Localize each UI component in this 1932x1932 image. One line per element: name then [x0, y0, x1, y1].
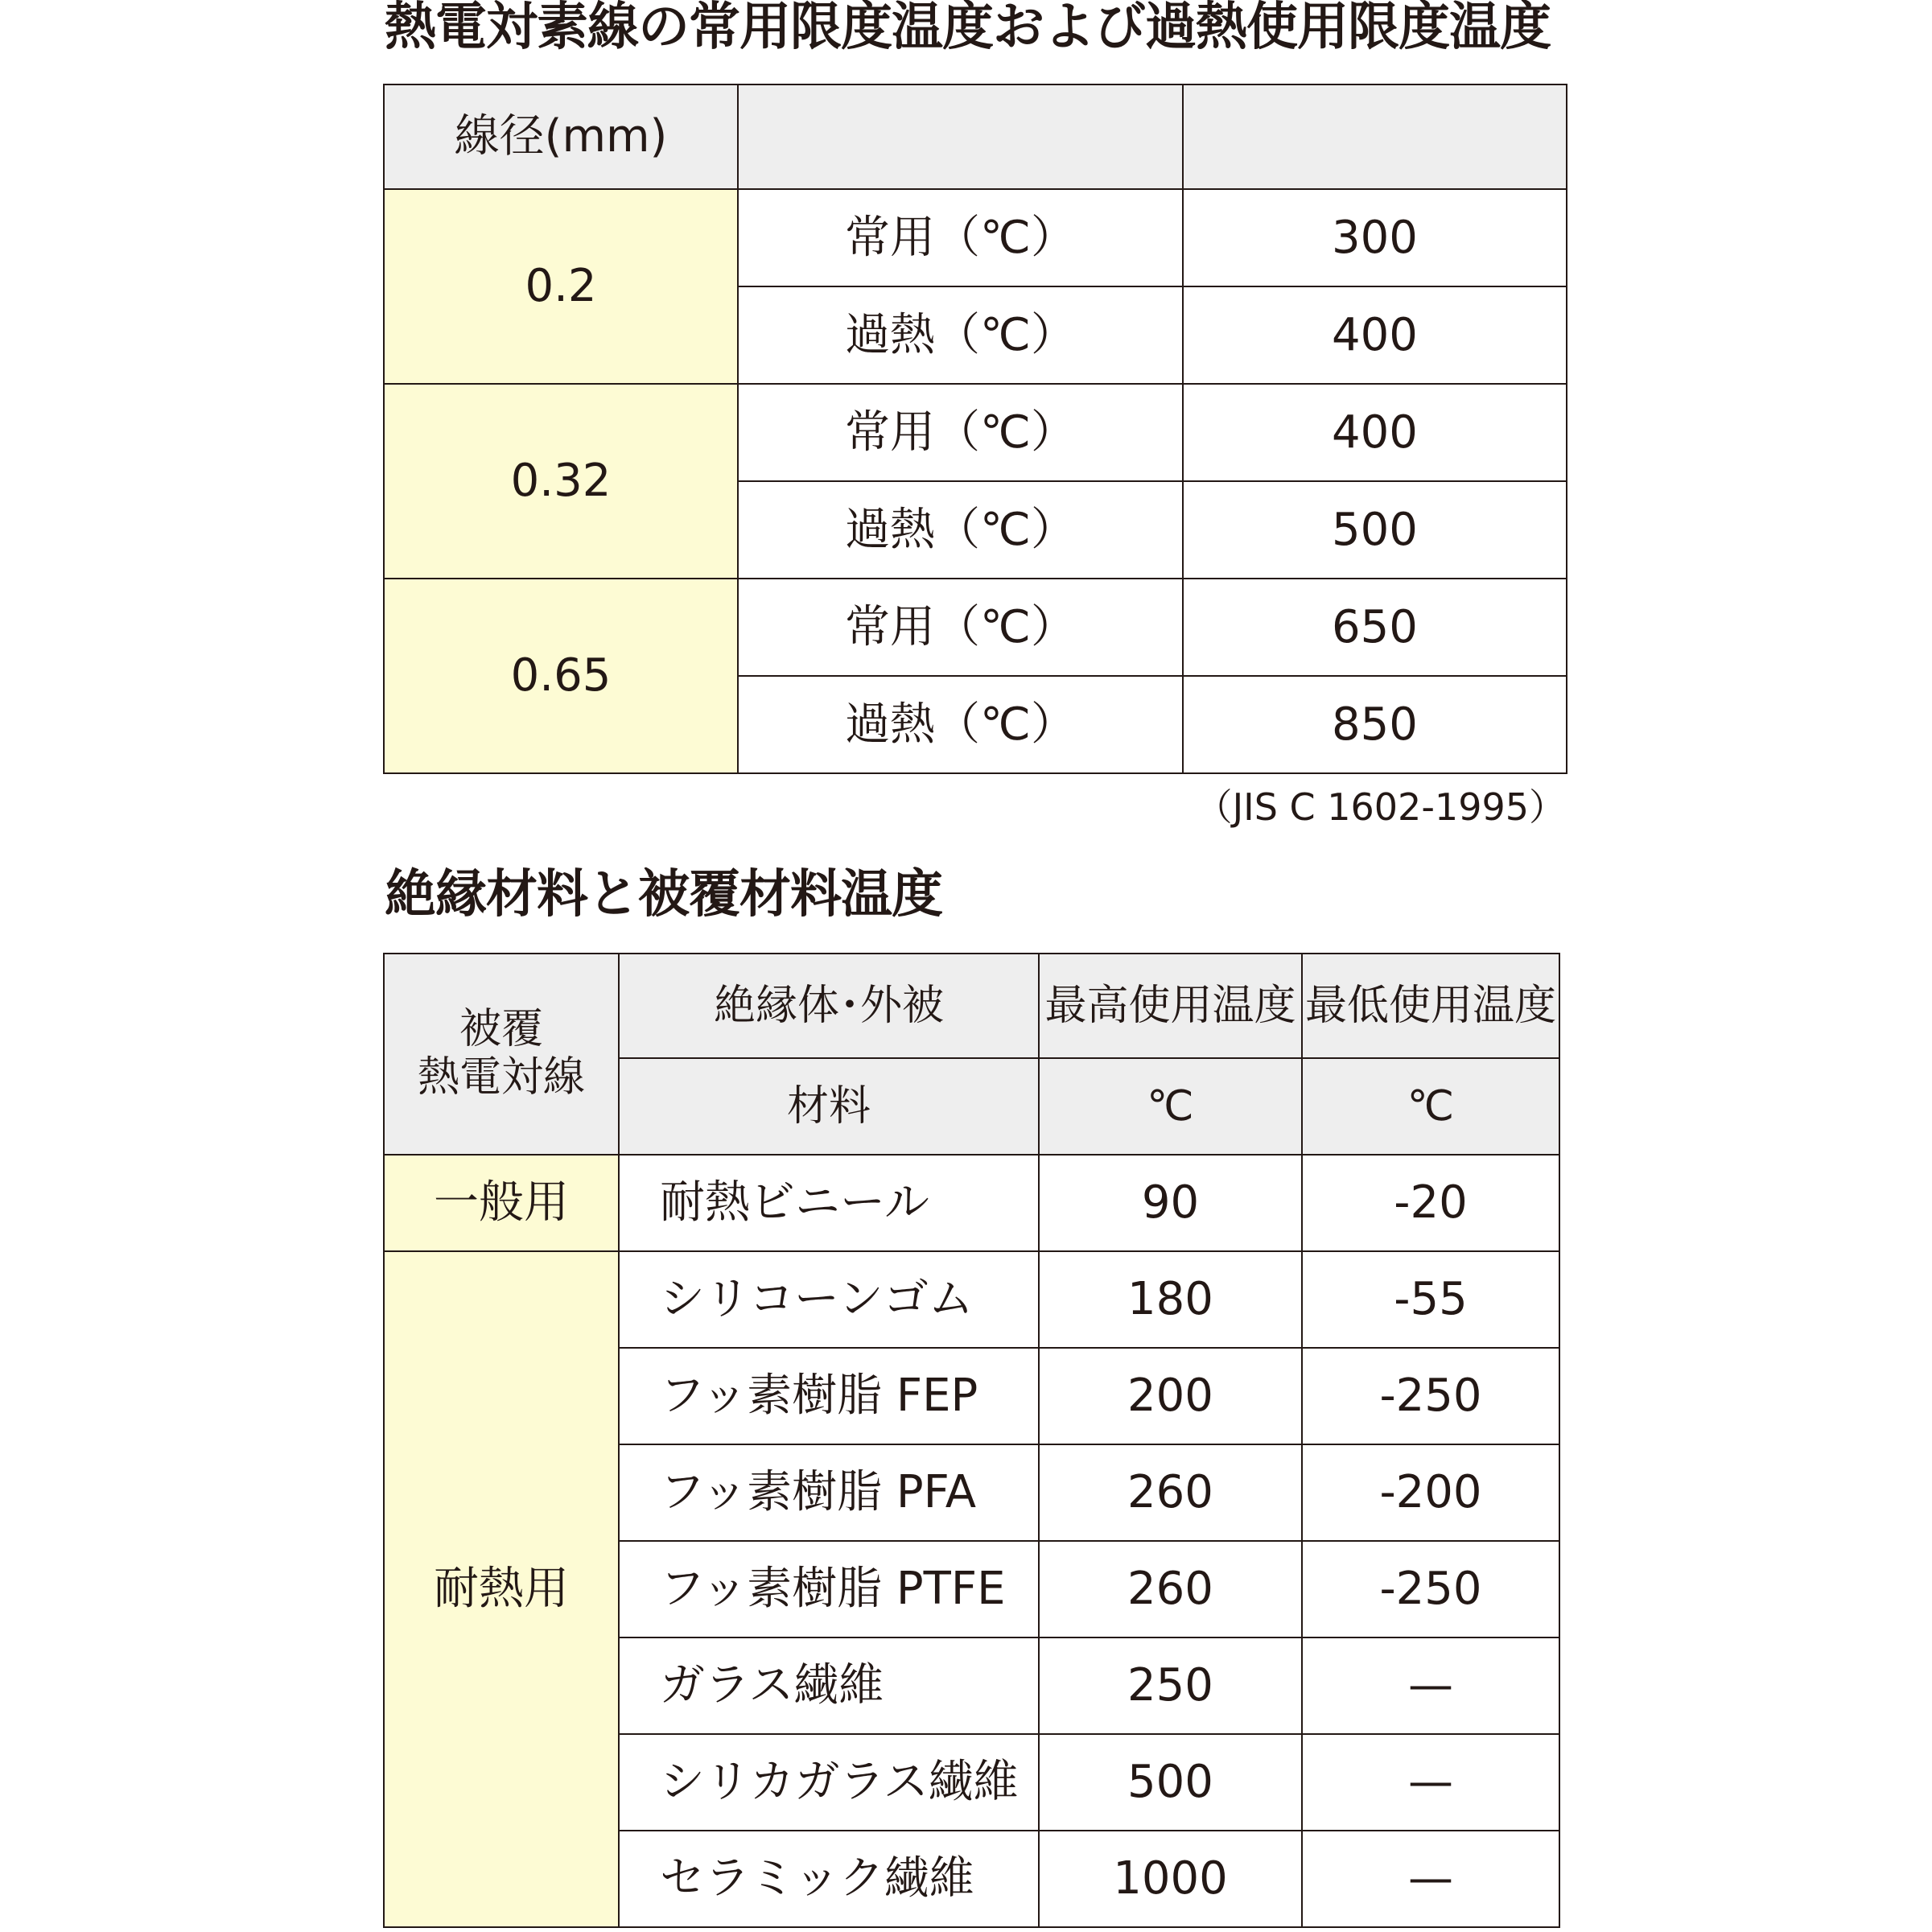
min-temp-cell: -200: [1302, 1444, 1559, 1541]
max-temp-cell: 260: [1039, 1444, 1302, 1541]
header-material: 材料: [619, 1058, 1039, 1155]
min-temp-cell: -250: [1302, 1348, 1559, 1444]
min-temp-cell: —: [1302, 1734, 1559, 1831]
header-coated-thermocouple: 被覆 熱電対線: [384, 954, 619, 1155]
limit-value-cell: 500: [1183, 481, 1567, 579]
max-temp-cell: 260: [1039, 1541, 1302, 1637]
min-temp-cell: —: [1302, 1637, 1559, 1734]
material-cell: 耐熱ビニール: [619, 1155, 1039, 1251]
material-cell: シリコーンゴム: [619, 1251, 1039, 1348]
material-cell: フッ素樹脂 FEP: [619, 1348, 1039, 1444]
material-cell: ガラス繊維: [619, 1637, 1039, 1734]
max-temp-cell: 1000: [1039, 1831, 1302, 1927]
limit-value-cell: 650: [1183, 579, 1567, 676]
material-cell: フッ素樹脂 PTFE: [619, 1541, 1039, 1637]
header-min-temp: 最低使用温度: [1302, 954, 1559, 1058]
limit-kind-cell: 過熱（℃）: [738, 676, 1183, 773]
limit-value-cell: 300: [1183, 189, 1567, 286]
max-temp-cell: 500: [1039, 1734, 1302, 1831]
min-temp-cell: -55: [1302, 1251, 1559, 1348]
limit-kind-cell: 過熱（℃）: [738, 286, 1183, 384]
header-insulation-sheath: 絶縁体･外被: [619, 954, 1039, 1058]
header-wire-diameter: 線径(mm): [384, 84, 738, 189]
limit-value-cell: 850: [1183, 676, 1567, 773]
min-temp-cell: —: [1302, 1831, 1559, 1927]
limit-value-cell: 400: [1183, 384, 1567, 481]
table1-title: 熱電対素線の常用限度温度および過熱使用限度温度: [385, 0, 1551, 57]
header-blank-2: [1183, 84, 1567, 189]
wire-diameter-cell: 0.2: [384, 189, 738, 384]
max-temp-cell: 90: [1039, 1155, 1302, 1251]
header-max-temp-unit: ℃: [1039, 1058, 1302, 1155]
limit-kind-cell: 常用（℃）: [738, 189, 1183, 286]
min-temp-cell: -20: [1302, 1155, 1559, 1251]
insulation-material-temperature-table: [383, 953, 1560, 1928]
limit-kind-cell: 過熱（℃）: [738, 481, 1183, 579]
table2-title: 絶縁材料と被覆材料温度: [385, 865, 942, 925]
wire-diameter-cell: 0.32: [384, 384, 738, 579]
max-temp-cell: 180: [1039, 1251, 1302, 1348]
thermocouple-wire-temperature-table: [383, 84, 1567, 774]
wire-diameter-cell: 0.65: [384, 579, 738, 773]
header-blank-1: [738, 84, 1183, 189]
material-cell: セラミック繊維: [619, 1831, 1039, 1927]
header-min-temp-unit: ℃: [1302, 1058, 1559, 1155]
limit-kind-cell: 常用（℃）: [738, 579, 1183, 676]
limit-value-cell: 400: [1183, 286, 1567, 384]
jis-standard-note: （JIS C 1602-1995）: [1195, 785, 1566, 829]
material-cell: フッ素樹脂 PFA: [619, 1444, 1039, 1541]
material-cell: シリカガラス繊維: [619, 1734, 1039, 1831]
category-cell: 一般用: [384, 1155, 619, 1251]
max-temp-cell: 250: [1039, 1637, 1302, 1734]
limit-kind-cell: 常用（℃）: [738, 384, 1183, 481]
category-cell: 耐熱用: [384, 1251, 619, 1927]
header-max-temp: 最高使用温度: [1039, 954, 1302, 1058]
max-temp-cell: 200: [1039, 1348, 1302, 1444]
min-temp-cell: -250: [1302, 1541, 1559, 1637]
